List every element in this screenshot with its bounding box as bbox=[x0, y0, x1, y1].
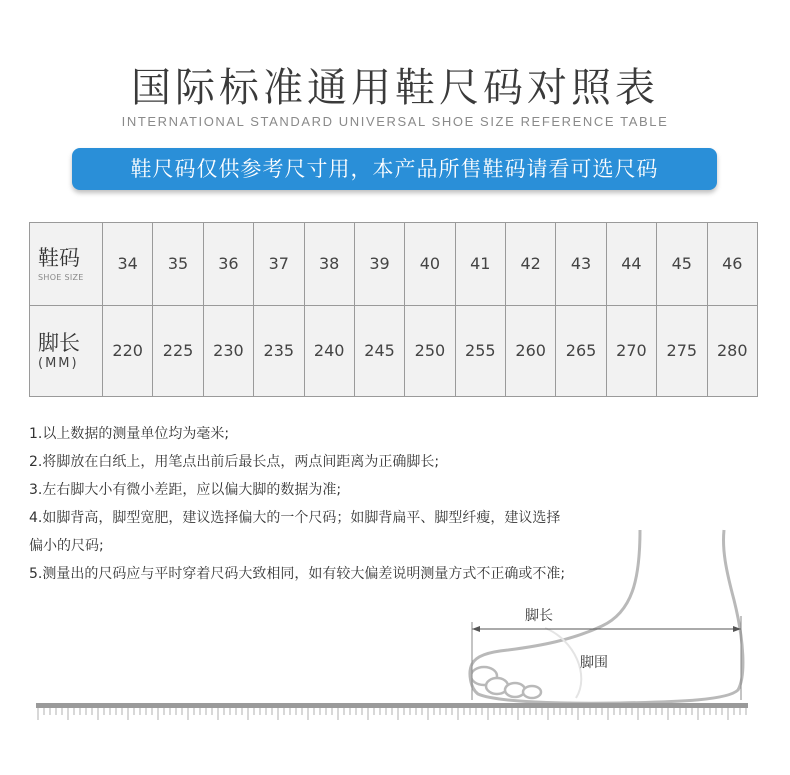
ruler-bar bbox=[36, 703, 748, 708]
length-cell: 265 bbox=[556, 305, 606, 396]
note-item: 1.以上数据的测量单位均为毫米; bbox=[29, 426, 230, 442]
ruler-ticks bbox=[38, 708, 746, 720]
length-cell: 260 bbox=[506, 305, 556, 396]
size-cell: 35 bbox=[153, 223, 203, 306]
size-cell: 44 bbox=[606, 223, 656, 306]
size-cell: 42 bbox=[506, 223, 556, 306]
size-cell: 37 bbox=[254, 223, 304, 306]
size-cell: 41 bbox=[455, 223, 505, 306]
length-label: 脚长 bbox=[525, 608, 553, 624]
size-cell: 39 bbox=[354, 223, 404, 306]
length-cell: 270 bbox=[606, 305, 656, 396]
toe-shape bbox=[505, 683, 525, 697]
size-cell: 43 bbox=[556, 223, 606, 306]
notice-banner: 鞋尺码仅供参考尺寸用，本产品所售鞋码请看可选尺码 bbox=[72, 148, 717, 190]
toe-shape bbox=[523, 686, 541, 698]
shoe-size-sublabel: SHOE SIZE bbox=[38, 273, 84, 283]
length-cell: 275 bbox=[657, 305, 707, 396]
size-cell: 36 bbox=[203, 223, 253, 306]
size-table bbox=[29, 222, 758, 397]
length-cell: 225 bbox=[153, 305, 203, 396]
note-item: 3.左右脚大小有微小差距，应以偏大脚的数据为准; bbox=[29, 482, 342, 498]
length-cell: 280 bbox=[707, 305, 758, 396]
page-subtitle: INTERNATIONAL STANDARD UNIVERSAL SHOE SIZE REFERENCE TABLE bbox=[121, 114, 669, 129]
note-item: 2.将脚放在白纸上，用笔点出前后最长点，两点间距离为正确脚长; bbox=[29, 454, 440, 470]
length-cell: 255 bbox=[455, 305, 505, 396]
length-cell: 220 bbox=[103, 305, 153, 396]
length-cell: 235 bbox=[254, 305, 304, 396]
page-title: 国际标准通用鞋尺码对照表 bbox=[131, 65, 659, 111]
girth-label: 脚围 bbox=[580, 655, 608, 671]
note-item: 4.如脚背高，脚型宽肥，建议选择偏大的一个尺码；如脚背扁平、脚型纤瘦，建议选择偏小的尺码; bbox=[29, 510, 561, 554]
foot-length-unit: (MM) bbox=[38, 356, 79, 372]
length-cell: 230 bbox=[203, 305, 253, 396]
size-cell: 34 bbox=[103, 223, 153, 306]
shoe-size-label: 鞋码 bbox=[38, 246, 80, 271]
foot-measure-diagram bbox=[0, 520, 790, 760]
length-cell: 245 bbox=[354, 305, 404, 396]
arrow-left-icon bbox=[472, 626, 480, 632]
size-cell: 45 bbox=[657, 223, 707, 306]
foot-length-label: 脚长 bbox=[38, 331, 80, 356]
foot-length-row bbox=[30, 305, 758, 396]
ruler bbox=[36, 703, 748, 720]
note-item: 5.测量出的尺码应与平时穿着尺码大致相同，如有较大偏差说明测量方式不正确或不准; bbox=[29, 566, 566, 582]
shoe-size-header bbox=[30, 223, 103, 306]
length-cell: 250 bbox=[405, 305, 455, 396]
foot-length-header bbox=[30, 305, 103, 396]
foot-outline bbox=[470, 530, 743, 703]
size-cell: 40 bbox=[405, 223, 455, 306]
shoe-size-row bbox=[30, 223, 758, 306]
size-cell: 46 bbox=[707, 223, 758, 306]
size-cell: 38 bbox=[304, 223, 354, 306]
length-cell: 240 bbox=[304, 305, 354, 396]
